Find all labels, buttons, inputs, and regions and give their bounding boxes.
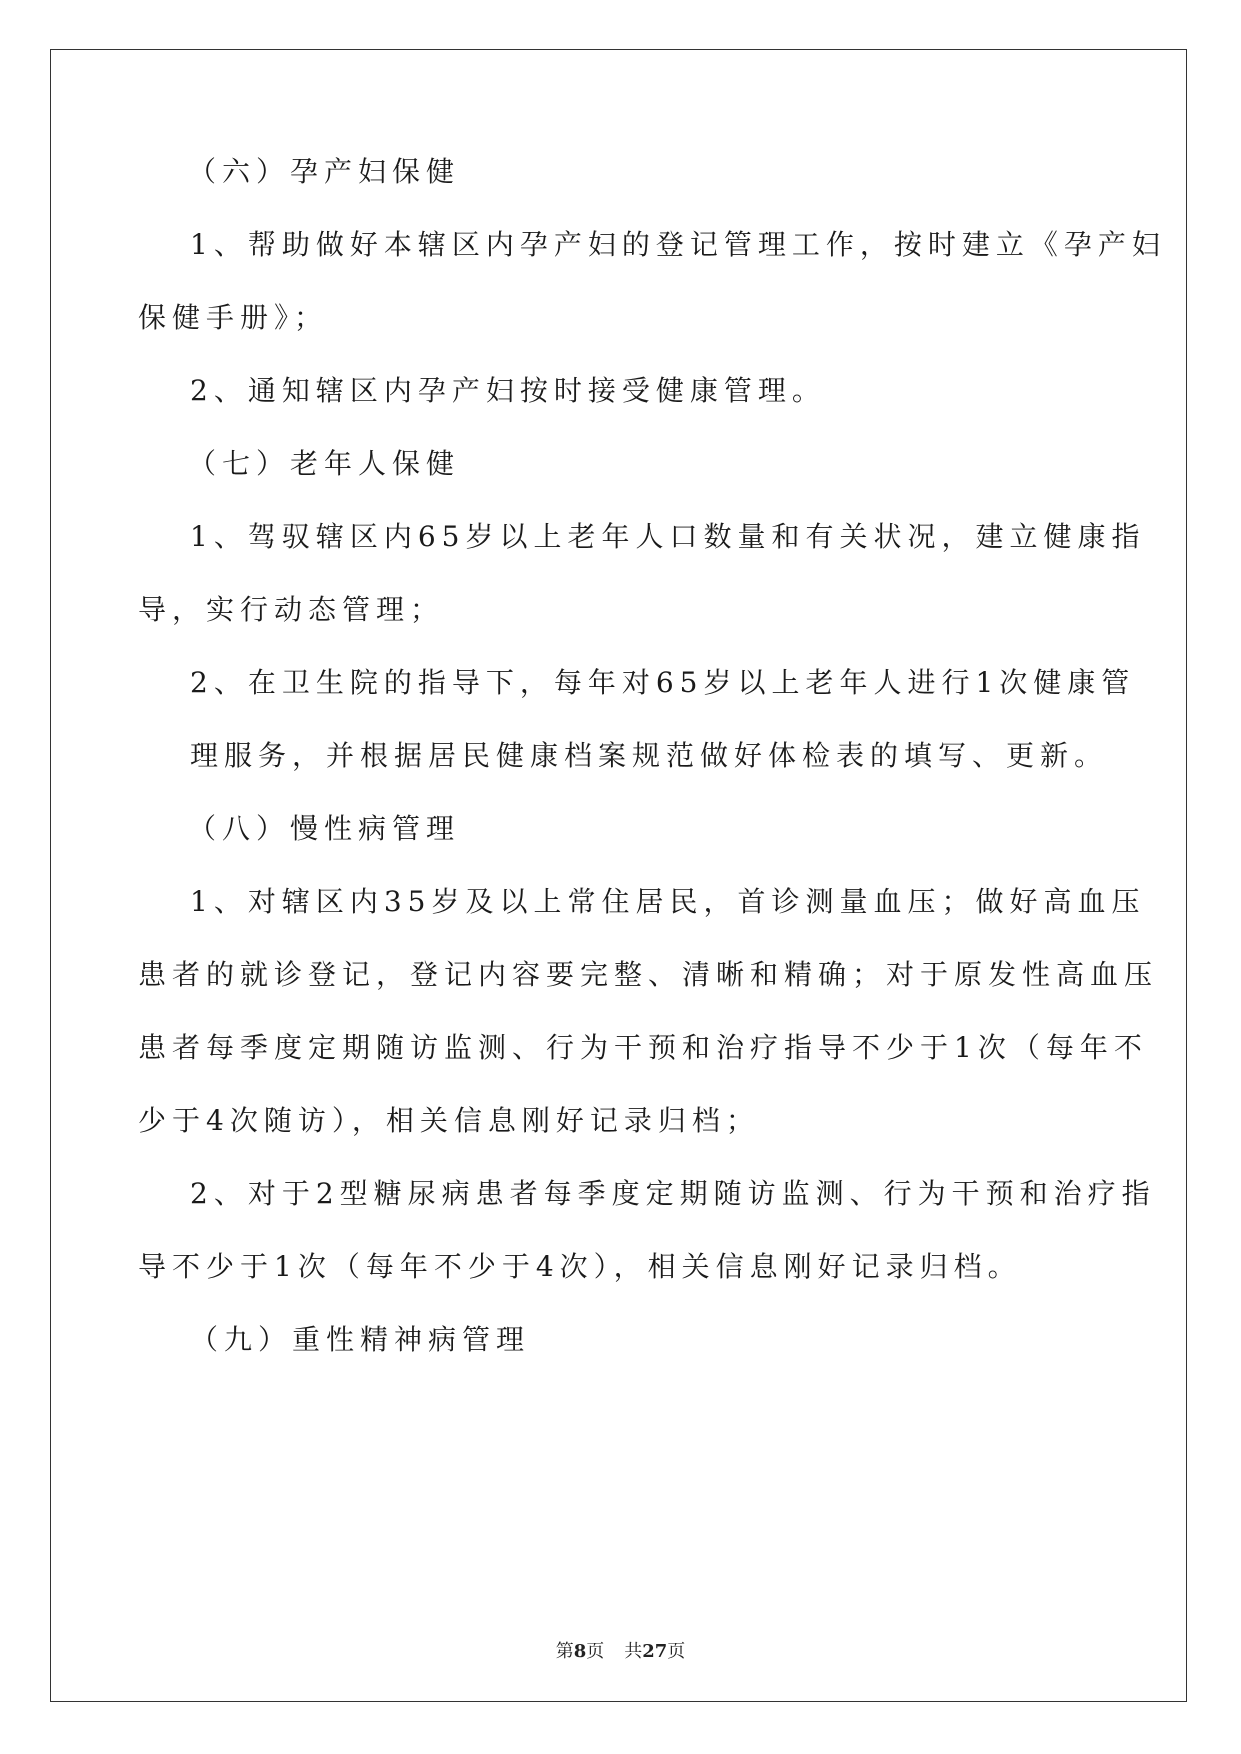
paragraph-line: 2、通知辖区内孕产妇按时接受健康管理。 [190, 374, 826, 407]
paragraph-line: 1、帮助做好本辖区内孕产妇的登记管理工作，按时建立《孕产妇 [190, 228, 1166, 261]
page-suffix: 页 [586, 1641, 605, 1662]
page-footer [0, 1640, 1241, 1664]
paragraph-line: 导，实行动态管理； [138, 593, 445, 626]
paragraph-line: 导不少于1次（每年不少于4次），相关信息刚好记录归档。 [138, 1250, 1022, 1283]
total-prefix: 共 [624, 1641, 643, 1662]
page-number: 8 [573, 1641, 587, 1662]
paragraph-line: 患者每季度定期随访监测、行为干预和治疗指导不少于1次（每年不 [138, 1031, 1148, 1064]
heading-chronic-disease: （八）慢性病管理 [188, 812, 461, 845]
paragraph-line: 1、对辖区内35岁及以上常住居民，首诊测量血压；做好高血压 [190, 885, 1146, 918]
total-suffix: 页 [667, 1641, 686, 1662]
paragraph-line: 理服务，并根据居民健康档案规范做好体检表的填写、更新。 [190, 739, 1109, 772]
paragraph-line: 2、在卫生院的指导下，每年对65岁以上老年人进行1次健康管 [190, 666, 1136, 699]
heading-mental-illness: （九）重性精神病管理 [190, 1323, 531, 1356]
paragraph-line: 保健手册》； [138, 301, 329, 334]
page-prefix: 第 [555, 1641, 574, 1662]
paragraph-line: 少于4次随访），相关信息刚好记录归档； [138, 1104, 760, 1137]
total-pages: 27 [642, 1641, 668, 1662]
paragraph-line: 2、对于2型糖尿病患者每季度定期随访监测、行为干预和治疗指 [190, 1177, 1156, 1210]
paragraph-line: 患者的就诊登记，登记内容要完整、清晰和精确；对于原发性高血压 [138, 958, 1159, 991]
paragraph-line: 1、驾驭辖区内65岁以上老年人口数量和有关状况，建立健康指 [190, 520, 1146, 553]
heading-elderly-health: （七）老年人保健 [188, 447, 461, 480]
heading-maternal-health: （六）孕产妇保健 [188, 155, 461, 188]
page-border [50, 49, 1187, 1702]
